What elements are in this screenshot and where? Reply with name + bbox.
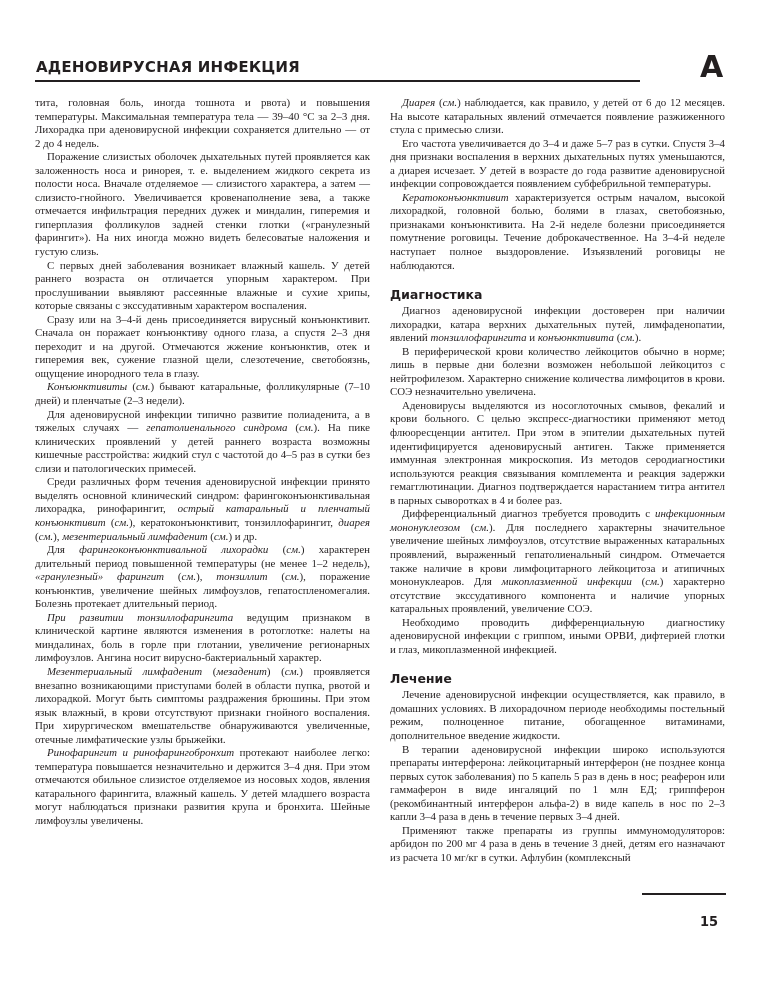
italic-term: см. xyxy=(213,530,229,543)
text-run: ) и др. xyxy=(228,530,258,543)
italic-term: микоплазменной инфекции xyxy=(501,576,632,589)
italic-term: «гранулезный» фарингит xyxy=(35,571,165,584)
text-run: ) проявляется внезапно возникающими приступами болей в области пупка, рвотой и лихорадкой. Могут быть симптомы раздражения брюшины. При этом язык влажный, в крови отсутствуют признаки гнойного воспаления. При хирургическом вмешательстве обнаруживаются увеличенные, отечные лимфатические узлы брыжейки. xyxy=(35,665,371,746)
left-column xyxy=(35,97,370,829)
header-rule xyxy=(35,80,640,82)
footer-rule xyxy=(642,893,726,895)
italic-term: тонзиллит xyxy=(216,571,268,584)
text-run: Сразу или на 3–4-й день присоединяется вирусный конъюнктивит. Сначала он поражает конъюнктиву одного глаза, а спустя 2–3 дня переходит и на другой. Отмечаются жжение конъюнктив, отек и гиперемия век, сужение глазной щели, слезотечение, светобоязнь, ощущение инородного тела в глазу. xyxy=(35,313,370,380)
paragraph xyxy=(390,138,725,192)
text-run: ) ( xyxy=(266,665,285,678)
right-column xyxy=(390,97,725,865)
paragraph xyxy=(35,409,370,477)
text-run: ). На пике клинических проявлений у детей раннего возраста возможны кишечные расстройства: жидкий стул с частотой до 4–5 раз в сутки без слизи и патологических примесей. xyxy=(35,422,370,475)
italic-term: Кератоконъюнктивит xyxy=(402,191,509,204)
text-run: ( xyxy=(631,576,646,589)
italic-term: см. xyxy=(135,381,151,394)
italic-term: см. xyxy=(620,332,635,345)
paragraph xyxy=(35,612,370,666)
paragraph xyxy=(35,476,370,544)
text-run: ( xyxy=(459,521,475,534)
text-run: ). Для последнего характерны значительное увеличение шейных лимфоузлов, отсутствие выраженных катаральных проявлений, выраженный гепатолиенальный синдром. Отмечается также наличие в крови лимфоцитарного лейкоцитоза и атипичных мононуклеаров. Для xyxy=(390,521,725,589)
italic-term: мезентериальный лимфаденит xyxy=(62,530,208,543)
italic-term: см. xyxy=(474,521,489,534)
text-run: ( xyxy=(267,571,285,584)
italic-term: Ринофарингит и ринофарингобронхит xyxy=(47,747,235,760)
text-run: Его частота увеличивается до 3–4 и даже 5–7 раз в сутки. Спустя 3–4 дня признаки воспаления в верхних дыхательных путях уменьшаются, а диарея исчезает. У детей в возрасте до года развитие аденовирусной инфекции сопровождается появлением субфебрильной температуры. xyxy=(390,137,725,191)
italic-term: При развитии тонзиллофарингита xyxy=(47,611,234,624)
text-run: Необходимо проводить дифференциальную диагностику аденовирусной инфекции с гриппом, иными ОРВИ, дифтерией глотки и глаз, микоплазменной инфекцией. xyxy=(390,616,725,656)
text-run: Поражение слизистых оболочек дыхательных путей проявляется как заложенность носа и ринорея, т. е. выделением жидкого секрета из полости носа. Вначале отделяемое — слизистого характера, а затем — слизисто-гнойного. Увеличивается кровенаполнение зева, а также отмечается инфильтрация передних дужек и миндалин, гиперемия и гиперплазия фолликулов задней стенки глотки («гранулезный фарингит»). На них иногда можно видеть белесоватые наложения и густую слизь. xyxy=(35,151,370,259)
italic-term: Мезентериальный лимфаденит xyxy=(47,665,203,678)
text-run: ), xyxy=(196,571,217,584)
italic-term: см. xyxy=(181,571,197,584)
text-run: ) бывают катаральные, фолликулярные (7–10 дней) и пленчатые (2–3 недели). xyxy=(35,381,370,408)
paragraph xyxy=(390,346,725,400)
italic-term: диарея xyxy=(338,516,370,529)
text-run: тита, головная боль, иногда тошнота и рвота) и повышения температуры. Максимальная температура тела — 39–40 °С за 2–3 дня. Лихорадка при аденовирусной инфекции сохраняется длительно — от 2 до 4 недель. xyxy=(35,97,370,150)
paragraph xyxy=(390,617,725,658)
text-run: Для xyxy=(47,544,80,557)
italic-term: конъюнктивита xyxy=(537,332,614,345)
text-run: ( xyxy=(105,516,115,529)
italic-term: Диарея xyxy=(402,97,436,109)
text-run: ( xyxy=(35,530,39,543)
paragraph xyxy=(35,260,370,314)
paragraph xyxy=(35,314,370,382)
italic-term: см. xyxy=(442,97,458,109)
text-run: С первых дней заболевания возникает влажный кашель. У детей раннего возраста он отличается упорным характером. При прослушивании выявляют рассеянные влажные и сухие хрипы, которые связаны с экссудативным характером воспаления. xyxy=(35,259,370,313)
paragraph xyxy=(390,825,725,866)
paragraph xyxy=(35,747,370,828)
text-run: ), поражение конъюнктив, увеличение шейных лимфоузлов, гепатоспленомегалия. Болезнь протекает длительный период. xyxy=(35,571,370,611)
text-run: ( xyxy=(287,422,300,435)
text-run: ), xyxy=(53,530,63,543)
paragraph xyxy=(35,97,370,151)
italic-term: см. xyxy=(38,530,54,543)
paragraph xyxy=(390,97,725,138)
text-run: ( xyxy=(268,544,287,557)
text-run: ( xyxy=(127,381,136,394)
italic-term: острый катаральный и пленчатый конъюнктивит xyxy=(35,503,370,529)
paragraph xyxy=(35,151,370,259)
text-run: Применяют также препараты из группы иммуномодуляторов: арбидон по 200 мг 4 раза в день в течение 3 дней, детям его назначают из расчета 10 мг/кг в сутки. Афлубин (комплексный xyxy=(390,824,725,864)
section-heading: Диагностика xyxy=(390,287,483,303)
text-run: ( xyxy=(614,332,621,345)
text-run: ( xyxy=(207,530,214,543)
paragraph xyxy=(390,192,725,273)
text-run: ( xyxy=(202,665,217,678)
italic-term: см. xyxy=(284,665,300,678)
text-run: ), кератоконъюнктивит, тонзиллофарингит, xyxy=(128,516,339,529)
italic-term: Конъюнктивиты xyxy=(47,381,128,394)
paragraph xyxy=(390,305,725,346)
text-run: Диагноз аденовирусной инфекции достоверен при наличии лихорадки, катара верхних дыхательных путей, лимфаденопатии, явлений xyxy=(390,305,725,345)
text-run: ). xyxy=(634,332,642,345)
paragraph xyxy=(390,689,725,743)
italic-term: см. xyxy=(645,576,660,589)
italic-term: см. xyxy=(285,571,300,584)
paragraph xyxy=(35,544,370,612)
text-run: характеризуется острым началом, высокой лихорадкой, головной болью, болями в глазах, светобоязнью, признаками конъюнктивита. На 2-й неделе болезни присоединяется помутнение роговицы. Течение доброкачественное. На 3–4-й неделе наступает полное выздоровление. Изъязвлений роговицы не наблюдаются. xyxy=(390,191,725,272)
section-letter: А xyxy=(700,50,724,85)
section-heading: Лечение xyxy=(390,671,452,687)
italic-term: мезаденит xyxy=(216,665,267,678)
text-run: и xyxy=(526,332,538,345)
page-number: 15 xyxy=(700,915,719,930)
text-run: Для аденовирусной инфекции типично развитие полиаденита, а в тяжелых случаях — xyxy=(35,408,370,435)
text-run: Аденовирусы выделяются из носоглоточных смывов, фекалий и крови больного. С целью экспресс-диагностики применяют метод флюоресценции антител. При этом в эпителии дыхательных путей идентифицируется аденовирусный антиген. Также применяется иммунная электронная микроскопия. Из методов серодиагностики используются реакция связывания комплемента и реакция задержки гемагглютинации. Диагноз подтверждается нарастанием титра антител в парных сыворотках в 4 и более раз. xyxy=(390,399,725,507)
text-run: ( xyxy=(435,97,443,109)
paragraph xyxy=(390,400,725,508)
running-header-title: АДЕНОВИРУСНАЯ ИНФЕКЦИЯ xyxy=(36,58,300,76)
italic-term: см. xyxy=(114,516,129,529)
italic-term: см. xyxy=(299,422,314,435)
text-run: В периферической крови количество лейкоцитов обычно в норме; лишь в первые дни болезни возможен небольшой лейкоцитоз с нейтрофилезом. Характерно снижение количества лимфоцитов в крови. СОЭ незначительно увеличена. xyxy=(390,345,725,399)
italic-term: см. xyxy=(286,544,301,557)
paragraph xyxy=(35,381,370,408)
text-run: ) характерен длительный период повышенной температуры (не менее 1–2 недель), xyxy=(35,544,370,570)
italic-term: гепатолиенального синдрома xyxy=(146,422,288,435)
text-run: ведущим признаком в клинической картине являются изменения в ротоглотке: налеты на миндалинах, боль в горле при глотании, увеличение регионарных лимфоузлов. Ангина носит вирусно-бактериальный характер. xyxy=(35,611,370,665)
text-run: Дифференциальный диагноз требуется проводить с xyxy=(402,508,656,521)
text-run: ) характерно отсутствие экссудативного компонента и наличие упорных катаральных проявлений, увеличение СОЭ. xyxy=(390,576,725,616)
text-run: ) наблюдается, как правило, у детей от 6 до 12 месяцев. На высоте катаральных явлений отмечается появление разжиженного стула с примесью слизи. xyxy=(390,97,725,137)
text-run: В терапии аденовирусной инфекции широко используются препараты интерферона: лейкоцитарный интерферон (не позднее конца первых суток заболевания) по 5 капель 5 раз в день в нос; реаферон или гаммаферон в виде ингаляций по 1 млн ЕД; гриппферон (рекомбинантный интерферон альфа-2) в виде капель в нос по 2–3 капли 3–4 раза в день в течение первых 3–4 дней. xyxy=(390,743,725,824)
text-run: протекают наиболее легко: температура повышается незначительно и держится 3–4 дня. При этом отмечаются обильное слизистое отделяемое из носовых ходов, явления катарального фарингита, влажный кашель. У детей младшего возраста могут наблюдаться признаки развития крупа и бронхита. Шейные лимфоузлы увеличены. xyxy=(35,747,370,827)
italic-term: фарингоконъюнктивальной лихорадки xyxy=(79,544,269,557)
text-run: ( xyxy=(164,571,182,584)
paragraph xyxy=(35,666,370,747)
paragraph xyxy=(390,744,725,825)
text-run: Среди различных форм течения аденовирусной инфекции принято выделять основной клинический синдром: фарингоконъюнктивальная лихорадка, ринофарингит, xyxy=(35,476,370,516)
text-run: Лечение аденовирусной инфекции осуществляется, как правило, в домашних условиях. В лихорадочном периоде необходимы постельный режим, полноценное питание, обогащенное витаминами, дополнительное введение жидкости. xyxy=(390,689,725,742)
italic-term: тонзиллофарингита xyxy=(430,332,527,345)
paragraph xyxy=(390,508,725,616)
italic-term: инфекционным мононуклеозом xyxy=(390,508,725,534)
